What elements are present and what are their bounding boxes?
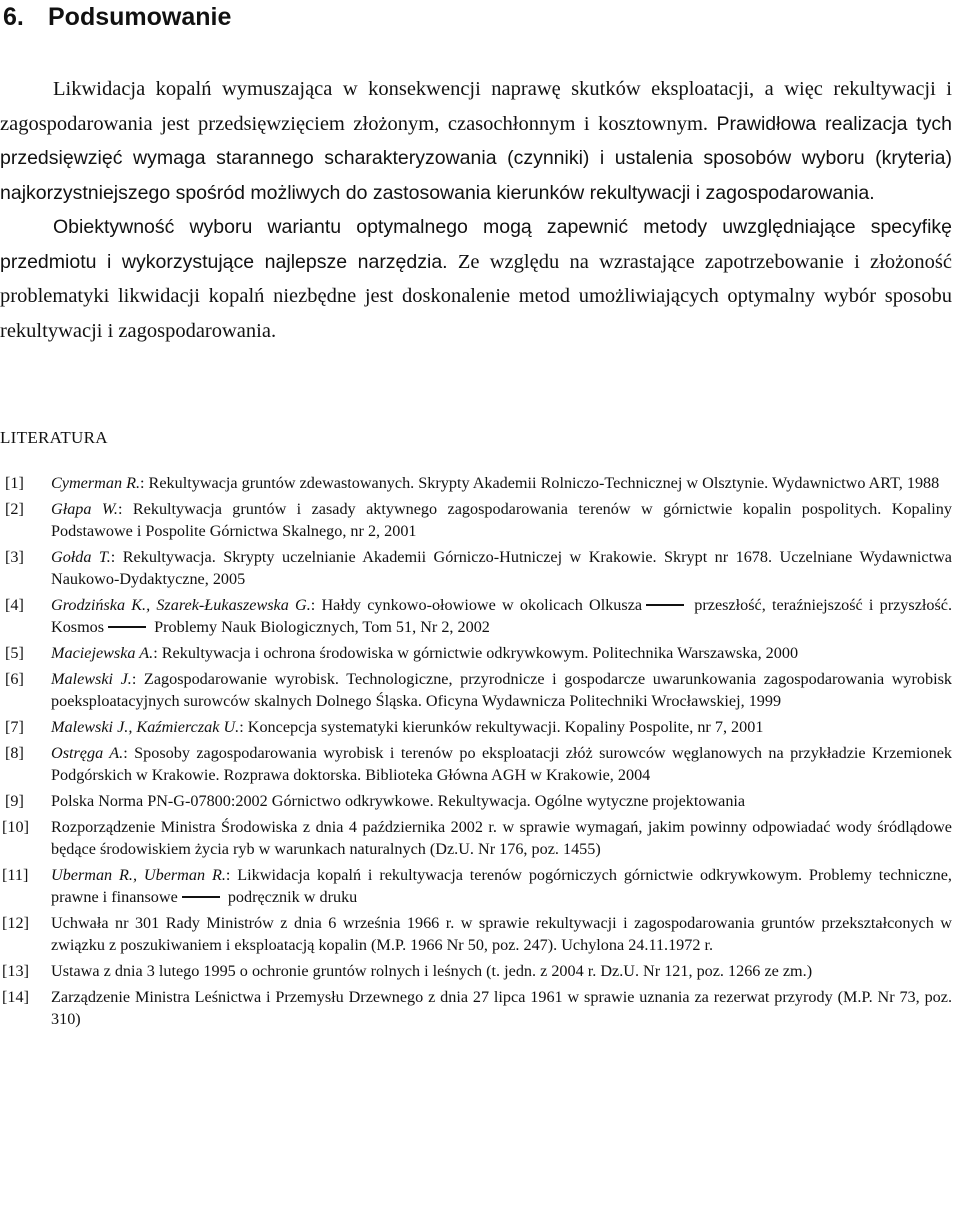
summary-sentence-4: Ze względu na wzrastające zapotrzebowanie i złożoność problematyki likwidacji kopalń niezbędne jest doskonalenie metod umożliwiających optymalny wybór sposobu rekultywacji i zagospodarowania. xyxy=(0,250,952,342)
reference-text: Problemy Nauk Biologicznych, Tom 51, Nr 2, 2002 xyxy=(150,618,490,636)
literature-heading: LITERATURA xyxy=(0,428,108,447)
reference-number: [9] xyxy=(5,792,24,810)
reference-item xyxy=(0,642,952,664)
reference-author: Uberman R., Uberman R. xyxy=(51,866,226,884)
summary-paragraph-2 xyxy=(0,210,952,348)
reference-item xyxy=(0,742,952,786)
reference-item xyxy=(0,472,952,494)
reference-number: [8] xyxy=(5,744,24,762)
reference-number: [6] xyxy=(5,670,24,688)
reference-item xyxy=(0,790,952,812)
reference-item xyxy=(0,546,952,590)
reference-number: [3] xyxy=(5,548,24,566)
reference-item xyxy=(0,498,952,542)
reference-author: Malewski J., Kaźmierczak U. xyxy=(51,718,240,736)
reference-number: [14] xyxy=(2,988,29,1006)
reference-text: : Rekultywacja i ochrona środowiska w górnictwie odkrywkowym. Politechnika Warszawska, 2000 xyxy=(153,644,799,662)
reference-item xyxy=(0,716,952,738)
reference-item xyxy=(0,912,952,956)
reference-text: : Likwidacja kopalń i rekultywacja terenów pogórniczych górnictwie odkrywkowym. Problemy techniczne, prawne i finansowe xyxy=(51,866,952,906)
reference-number: [10] xyxy=(2,818,29,836)
em-dash-rule xyxy=(646,604,684,606)
reference-author: Głapa W. xyxy=(51,500,118,518)
reference-text: Zarządzenie Ministra Leśnictwa i Przemysłu Drzewnego z dnia 27 lipca 1961 w sprawie uznania za rezerwat przyrody (M.P. Nr 73, poz. 310) xyxy=(51,988,952,1028)
reference-text: podręcznik w druku xyxy=(223,888,358,906)
reference-author: Gołda T. xyxy=(51,548,111,566)
summary-body xyxy=(0,72,952,348)
section-title: Podsumowanie xyxy=(48,3,232,31)
reference-number: [5] xyxy=(5,644,24,662)
reference-text: Ustawa z dnia 3 lutego 1995 o ochronie gruntów rolnych i leśnych (t. jedn. z 2004 r. Dz.U. Nr 121, poz. 1266 ze zm.) xyxy=(51,962,813,980)
reference-text: : Rekultywacja. Skrypty uczelnianie Akademii Górniczo-Hutniczej w Krakowie. Skrypt nr 1678. Uczelniane Wydawnictwa Naukowo-Dydaktyczne, 2005 xyxy=(51,548,952,588)
section-heading xyxy=(3,2,231,32)
reference-item xyxy=(0,864,952,908)
reference-number: [4] xyxy=(5,596,24,614)
reference-number: [13] xyxy=(2,962,29,980)
summary-paragraph-1 xyxy=(0,72,952,210)
reference-author: Maciejewska A. xyxy=(51,644,154,662)
reference-list xyxy=(0,472,952,1034)
em-dash-rule xyxy=(182,896,220,898)
reference-author: Cymerman R. xyxy=(51,474,141,492)
reference-number: [1] xyxy=(5,474,24,492)
reference-item xyxy=(0,594,952,638)
em-dash-rule xyxy=(108,626,146,628)
reference-text: : Sposoby zagospodarowania wyrobisk i terenów po eksploatacji złóż surowców węglanowych na przykładzie Krzemionek Podgórskich w Krakowie. Rozprawa doktorska. Biblioteka Główna AGH w Krakowie, 2004 xyxy=(51,744,952,784)
reference-author: Ostręga A. xyxy=(51,744,124,762)
reference-number: [2] xyxy=(5,500,24,518)
reference-text: Rozporządzenie Ministra Środowiska z dnia 4 października 2002 r. w sprawie wymagań, jakim powinny odpowiadać wody śródlądowe będące środowiskiem życia ryb w warunkach naturalnych (Dz.U. Nr 176, poz. 1455) xyxy=(51,818,952,858)
reference-item xyxy=(0,816,952,860)
reference-text: : Koncepcja systematyki kierunków rekultywacji. Kopaliny Pospolite, nr 7, 2001 xyxy=(239,718,764,736)
reference-text: Polska Norma PN-G-07800:2002 Górnictwo odkrywkowe. Rekultywacja. Ogólne wytyczne projektowania xyxy=(51,792,746,810)
reference-text: : Hałdy cynkowo-ołowiowe w okolicach Olkusza xyxy=(310,596,643,614)
reference-text: : Rekultywacja gruntów i zasady aktywnego zagospodarowania terenów w górnictwie kopalin pospolitych. Kopaliny Podstawowe i Pospolite Górnictwa Skalnego, nr 2, 2001 xyxy=(51,500,952,540)
summary-sentence-2: Prawidłowa realizacja tych przedsięwzięć wymaga starannego scharakteryzowania (czynniki) i ustalenia sposobów wyboru (kryteria) najkorzystniejszego spośród możliwych do zastosowania kierunków rekultywacji i zagospodarowania. xyxy=(0,112,952,204)
reference-item xyxy=(0,668,952,712)
reference-text: Uchwała nr 301 Rady Ministrów z dnia 6 września 1966 r. w sprawie rekultywacji i zagospodarowania gruntów przekształconych w związku z poszukiwaniem i eksploatacją kopalin (M.P. 1966 Nr 50, poz. 247). Uchylona 24.11.1972 r. xyxy=(51,914,952,954)
reference-text: przeszłość, teraźniejszość i przyszłość. Kosmos xyxy=(51,596,952,636)
section-number: 6. xyxy=(3,3,24,31)
reference-author: Malewski J. xyxy=(51,670,132,688)
reference-item xyxy=(0,986,952,1030)
reference-item xyxy=(0,960,952,982)
reference-text: : Rekultywacja gruntów zdewastowanych. Skrypty Akademii Rolniczo-Technicznej w Olsztynie. Wydawnictwo ART, 1988 xyxy=(140,474,940,492)
summary-sentence-3: Obiektywność wyboru wariantu optymalnego mogą zapewnić metody uwzględniające specyfikę przedmiotu i wykorzystujące najlepsze narzędzia. xyxy=(0,216,952,273)
reference-text: : Zagospodarowanie wyrobisk. Technologiczne, przyrodnicze i gospodarcze uwarunkowania zagospodarowania wyrobisk poeksploatacyjnych surowców skalnych Dolnego Śląska. Oficyna Wydawnicza Politechniki Wrocławskiej, 1999 xyxy=(51,670,952,710)
reference-author: Grodzińska K., Szarek-Łukaszewska G. xyxy=(51,596,311,614)
reference-number: [12] xyxy=(2,914,29,932)
reference-number: [11] xyxy=(2,866,29,884)
summary-sentence-1: Likwidacja kopalń wymuszająca w konsekwencji naprawę skutków eksploatacji, a więc rekultywacji i zagospodarowania jest przedsięwzięciem złożonym, czasochłonnym i kosztownym. xyxy=(0,78,952,135)
reference-number: [7] xyxy=(5,718,24,736)
